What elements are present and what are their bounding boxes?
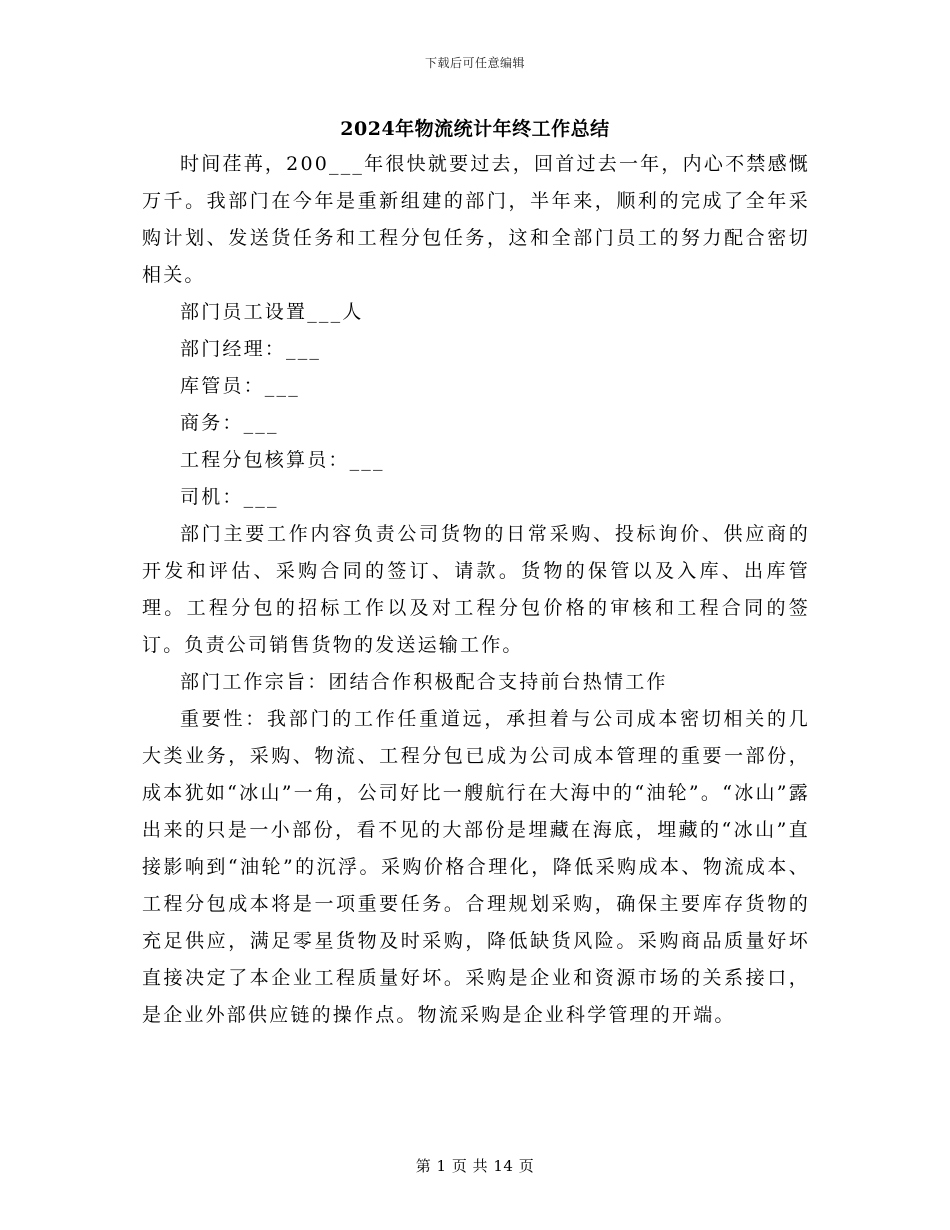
paragraph-intro: 时间荏苒，200___年很快就要过去，回首过去一年，内心不禁感慨万千。我部门在今年是重新组建的部门，半年来，顺利的完成了全年采购计划、发送货任务和工程分包任务，这和全部门员工的努力配合密切相关。 [142,153,810,286]
document-title: 2024年物流统计年终工作总结 [340,118,610,140]
paragraph-staff-count: 部门员工设置___人 [180,301,364,323]
paragraph-manager: 部门经理：___ [180,338,322,360]
paragraph-main-work: 部门主要工作内容负责公司货物的日常采购、投标询价、供应商的开发和评估、采购合同的签订、请款。货物的保管以及入库、出库管理。工程分包的招标工作以及对工程分包价格的审核和工程合同的签订。负责公司销售货物的发送运输工作。 [142,523,810,656]
paragraph-purpose: 部门工作宗旨：团结合作积极配合支持前台热情工作 [180,671,668,693]
page-number-footer: 第 1 页 共 14 页 [415,1157,535,1175]
document-body [142,146,810,1034]
paragraph-driver: 司机：___ [180,486,279,508]
paragraph-commerce: 商务：___ [180,412,279,434]
paragraph-warehouse-keeper: 库管员：___ [180,375,300,397]
paragraph-subcontract-accountant: 工程分包核算员：___ [180,449,385,471]
page-header-note: 下载后可任意编辑 [424,56,525,70]
paragraph-importance: 重要性：我部门的工作任重道远，承担着与公司成本密切相关的几大类业务，采购、物流、工程分包已成为公司成本管理的重要一部份，成本犹如“冰山”一角，公司好比一艘航行在大海中的“油轮”。“冰山”露出来的只是一小部份，看不见的大部份是埋藏在海底，埋藏的“冰山”直接影响到“油轮”的沉浮。采购价格合理化，降低采购成本、物流成本、工程分包成本将是一项重要任务。合理规划采购，确保主要库存货物的充足供应，满足零星货物及时采购，降低缺货风险。采购商品质量好坏直接决定了本企业工程质量好坏。采购是企业和资源市场的关系接口，是企业外部供应链的操作点。物流采购是企业科学管理的开端。 [142,708,810,1026]
